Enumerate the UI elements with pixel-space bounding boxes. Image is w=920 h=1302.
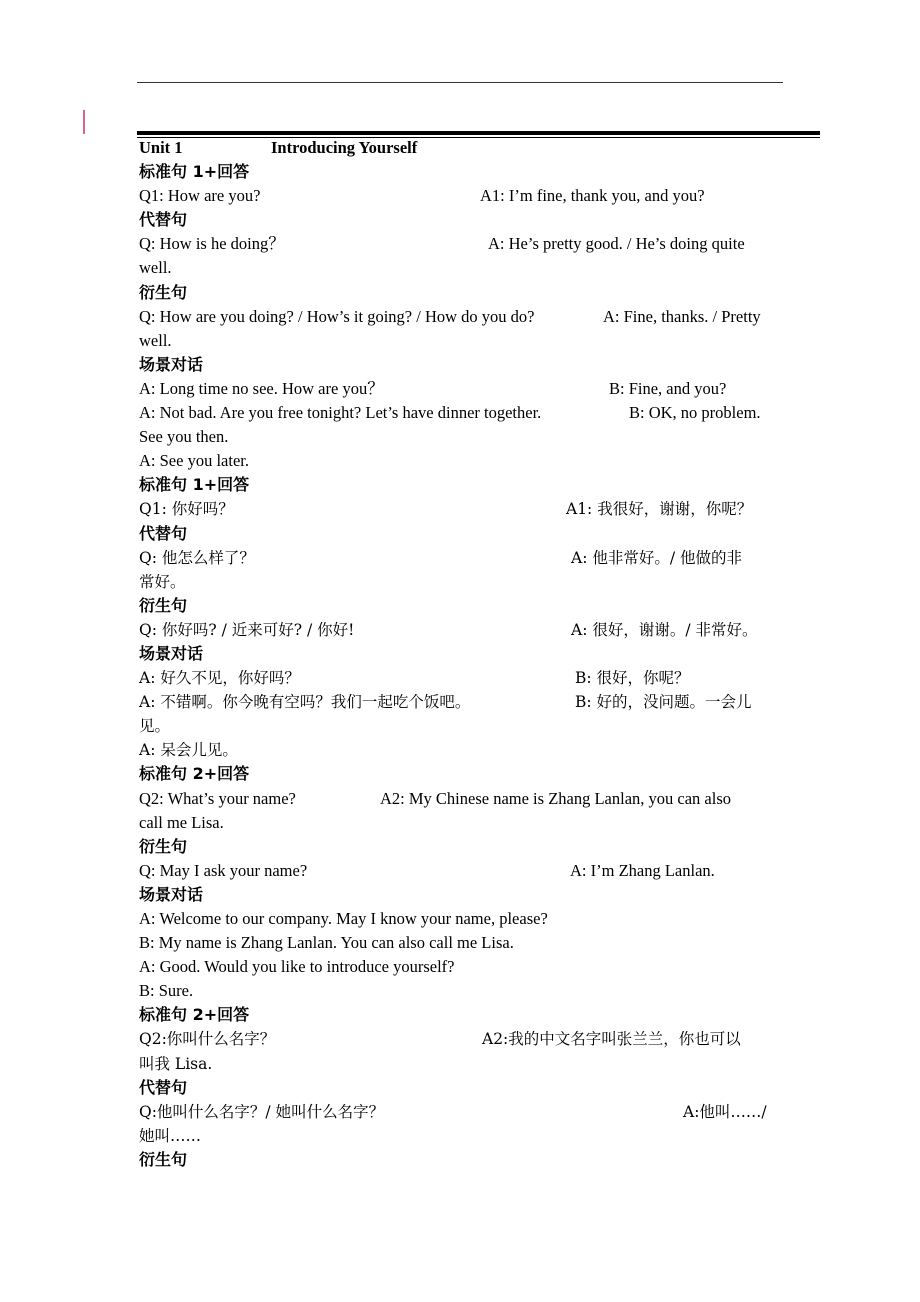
dialogue-line xyxy=(139,666,799,690)
answer: A: I’m Zhang Lanlan. xyxy=(570,860,715,880)
qa-line xyxy=(139,859,799,883)
answer: A: He’s pretty good. / He’s doing quite xyxy=(488,234,745,254)
qa-line xyxy=(139,497,799,521)
qa-line xyxy=(139,618,799,642)
answer: A2: My Chinese name is Zhang Lanlan, you can also xyxy=(380,788,732,808)
question: Q: How are you doing? / How’s it going? / How do you do? xyxy=(139,306,535,326)
section-heading: 标准句 1+回答 xyxy=(139,475,250,495)
dialogue-line: A: Welcome to our company. May I know your name, please? xyxy=(139,909,548,928)
qa-line xyxy=(139,546,799,570)
question: Q2:你叫什么名字？ xyxy=(139,1030,276,1049)
dialogue-line xyxy=(139,401,799,425)
section-heading: 代替句 xyxy=(139,1077,188,1097)
answer: A1: I’m fine, thank you, and you? xyxy=(480,186,705,206)
question: Q1: How are you? xyxy=(139,186,261,206)
answer: A1: 我很好，谢谢，你呢？ xyxy=(566,500,753,519)
answer: A:他叫……/ xyxy=(683,1102,767,1121)
unit-label: Unit 1 xyxy=(139,138,183,157)
qa-line xyxy=(139,232,799,256)
section-heading: 标准句 1+回答 xyxy=(139,162,250,182)
answer: A: 很好，谢谢。/ 非常好。 xyxy=(571,620,758,639)
speaker-a: A: 不错啊。你今晚有空吗？我们一起吃个饭吧。 xyxy=(139,693,471,712)
dialogue-line: A: See you later. xyxy=(139,451,249,471)
answer: A: 他非常好。/ 他做的非 xyxy=(571,548,742,567)
answer-continuation: 叫我 Lisa. xyxy=(139,1054,213,1073)
dialogue-continuation: 见。 xyxy=(139,717,171,736)
qa-line xyxy=(139,184,799,208)
section-heading: 场景对话 xyxy=(139,643,204,663)
section-heading: 代替句 xyxy=(139,523,188,543)
page-header-rule xyxy=(137,82,783,83)
answer: A: Fine, thanks. / Pretty xyxy=(603,306,761,326)
dialogue-line: B: Sure. xyxy=(139,981,194,1001)
speaker-a: A: 好久不见，你好吗？ xyxy=(139,669,300,688)
answer-continuation: well. xyxy=(139,330,172,350)
qa-line xyxy=(139,305,799,329)
text-cursor-mark xyxy=(83,110,85,134)
question: Q: 你好吗? / 近来可好? / 你好! xyxy=(139,620,355,639)
dialogue-line: B: My name is Zhang Lanlan. You can also call me Lisa. xyxy=(139,933,514,953)
section-heading: 代替句 xyxy=(139,210,188,230)
qa-line xyxy=(139,1027,799,1051)
speaker-b: B: 很好，你呢？ xyxy=(575,669,690,688)
qa-line xyxy=(139,1100,799,1124)
section-heading: 衍生句 xyxy=(139,282,188,302)
section-heading: 衍生句 xyxy=(139,836,188,856)
question: Q: 他怎么样了？ xyxy=(139,548,255,567)
section-heading: 场景对话 xyxy=(139,884,204,904)
question: Q: How is he doing？ xyxy=(139,234,285,254)
question: Q:他叫什么名字？/ 她叫什么名字？ xyxy=(139,1102,385,1121)
question: Q1: 你好吗？ xyxy=(139,500,234,519)
answer-continuation: 她叫…… xyxy=(139,1126,202,1145)
speaker-b: B: 好的，没问题。一会儿 xyxy=(575,693,752,712)
speaker-b: B: Fine, and you? xyxy=(609,378,727,398)
speaker-a: A: Long time no see. How are you？ xyxy=(139,378,384,398)
section-heading: 场景对话 xyxy=(139,354,204,374)
section-heading: 衍生句 xyxy=(139,1149,188,1169)
speaker-b: B: OK, no problem. xyxy=(629,403,761,423)
document-body xyxy=(139,136,799,1172)
question: Q2: What’s your name? xyxy=(139,788,296,808)
section-heading: 标准句 2+回答 xyxy=(139,1005,250,1025)
unit-title: Introducing Yourself xyxy=(271,138,418,157)
question: Q: May I ask your name? xyxy=(139,860,308,880)
answer: A2:我的中文名字叫张兰兰，你也可以 xyxy=(482,1030,741,1049)
dialogue-continuation: See you then. xyxy=(139,427,229,447)
qa-line xyxy=(139,787,799,811)
speaker-a: A: Not bad. Are you free tonight? Let’s have dinner together. xyxy=(139,403,542,423)
thick-rule xyxy=(137,131,820,135)
dialogue-line xyxy=(139,690,799,714)
answer-continuation: 常好。 xyxy=(139,572,186,591)
section-heading: 衍生句 xyxy=(139,595,188,615)
section-heading: 标准句 2+回答 xyxy=(139,764,250,784)
answer-continuation: well. xyxy=(139,258,172,278)
unit-title-line xyxy=(139,136,799,160)
answer-continuation: call me Lisa. xyxy=(139,812,224,832)
dialogue-line: A: Good. Would you like to introduce yourself? xyxy=(139,957,455,977)
dialogue-line xyxy=(139,377,799,401)
dialogue-line: A: 呆会儿见。 xyxy=(139,741,238,760)
